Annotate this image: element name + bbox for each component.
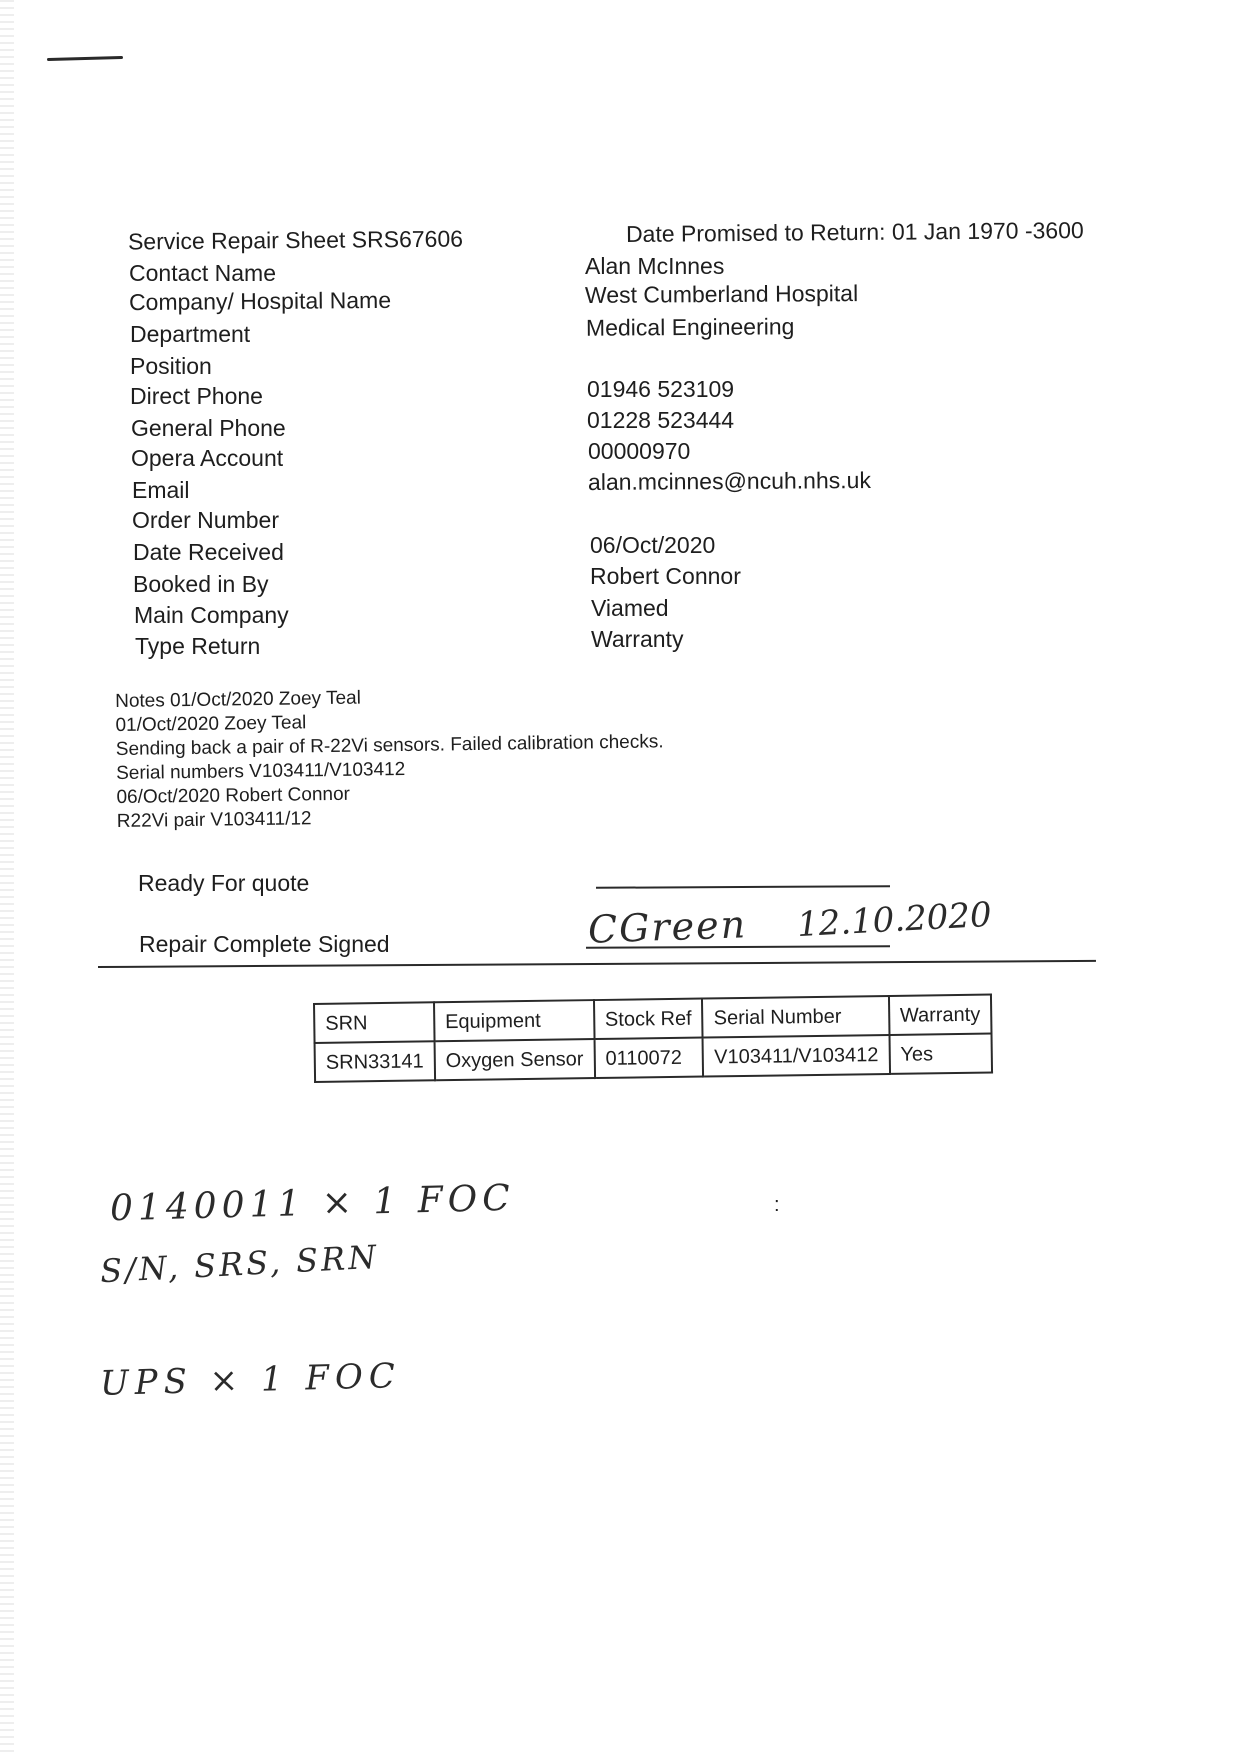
table-header-cell: SRN <box>314 1002 434 1043</box>
handwritten-note: S/N, SRS, SRN <box>99 1237 380 1291</box>
table-header-cell: Equipment <box>434 1000 594 1041</box>
label-position: Position <box>130 353 212 379</box>
value-contact-name: Alan McInnes <box>585 253 725 279</box>
divider-rule <box>98 960 1096 968</box>
value-general-phone: 01228 523444 <box>587 407 735 433</box>
value-main-company: Viamed <box>591 595 669 621</box>
ready-for-quote-label: Ready For quote <box>138 870 310 896</box>
table-cell: Oxygen Sensor <box>434 1039 594 1080</box>
label-email: Email <box>132 477 190 503</box>
date-promised: Date Promised to Return: 01 Jan 1970 -3600 <box>625 217 1084 247</box>
note-line: Sending back a pair of R-22Vi sensors. Failed calibration checks. <box>115 731 664 760</box>
repair-complete-label: Repair Complete Signed <box>139 931 390 957</box>
value-direct-phone: 01946 523109 <box>587 376 735 402</box>
value-booked-in-by: Robert Connor <box>590 563 741 589</box>
label-direct-phone: Direct Phone <box>130 383 263 409</box>
table-row <box>315 1034 993 1082</box>
table-cell: Yes <box>889 1034 992 1074</box>
value-date-received: 06/Oct/2020 <box>590 532 716 558</box>
note-line: R22Vi pair V103411/12 <box>116 808 312 832</box>
label-opera-account: Opera Account <box>131 445 284 471</box>
scan-edge <box>0 0 14 1753</box>
table-header-cell: Stock Ref <box>594 999 703 1040</box>
table-cell: SRN33141 <box>315 1041 435 1082</box>
notes-block <box>115 682 665 834</box>
label-order-number: Order Number <box>132 507 279 533</box>
note-line: 06/Oct/2020 Robert Connor <box>116 783 351 808</box>
label-date-received: Date Received <box>133 539 284 565</box>
table-cell: V103411/V103412 <box>703 1035 890 1077</box>
label-contact-name: Contact Name <box>129 260 277 286</box>
table-header-cell: Serial Number <box>702 996 889 1038</box>
sheet-title: Service Repair Sheet SRS67606 <box>127 225 464 255</box>
value-hospital-name: West Cumberland Hospital <box>584 280 859 308</box>
label-booked-in-by: Booked in By <box>133 571 269 597</box>
note-line: Serial numbers V103411/V103412 <box>116 758 406 784</box>
handwritten-note: 0140011 × 1 FOC <box>109 1177 516 1230</box>
corner-mark <box>47 56 123 61</box>
label-hospital-name: Company/ Hospital Name <box>128 286 392 316</box>
label-main-company: Main Company <box>134 602 289 628</box>
table-cell: 0110072 <box>594 1038 703 1079</box>
label-general-phone: General Phone <box>131 415 286 441</box>
signature-date: 12.10.2020 <box>796 894 993 946</box>
note-line: Notes 01/Oct/2020 Zoey Teal <box>115 687 362 712</box>
table-header-cell: Warranty <box>889 995 992 1035</box>
stray-mark: : <box>774 1194 780 1216</box>
value-opera-account: 00000970 <box>588 438 691 464</box>
signature: CGreen <box>587 902 748 952</box>
handwritten-note: UPS × 1 FOC <box>99 1356 402 1404</box>
label-department: Department <box>130 321 251 347</box>
note-line: 01/Oct/2020 Zoey Teal <box>115 712 307 736</box>
value-type-return: Warranty <box>591 626 684 652</box>
ready-for-quote-line <box>596 885 890 889</box>
equipment-table <box>313 994 993 1083</box>
label-type-return: Type Return <box>135 633 261 659</box>
value-department: Medical Engineering <box>585 313 795 341</box>
value-email: alan.mcinnes@ncuh.nhs.uk <box>587 467 871 495</box>
